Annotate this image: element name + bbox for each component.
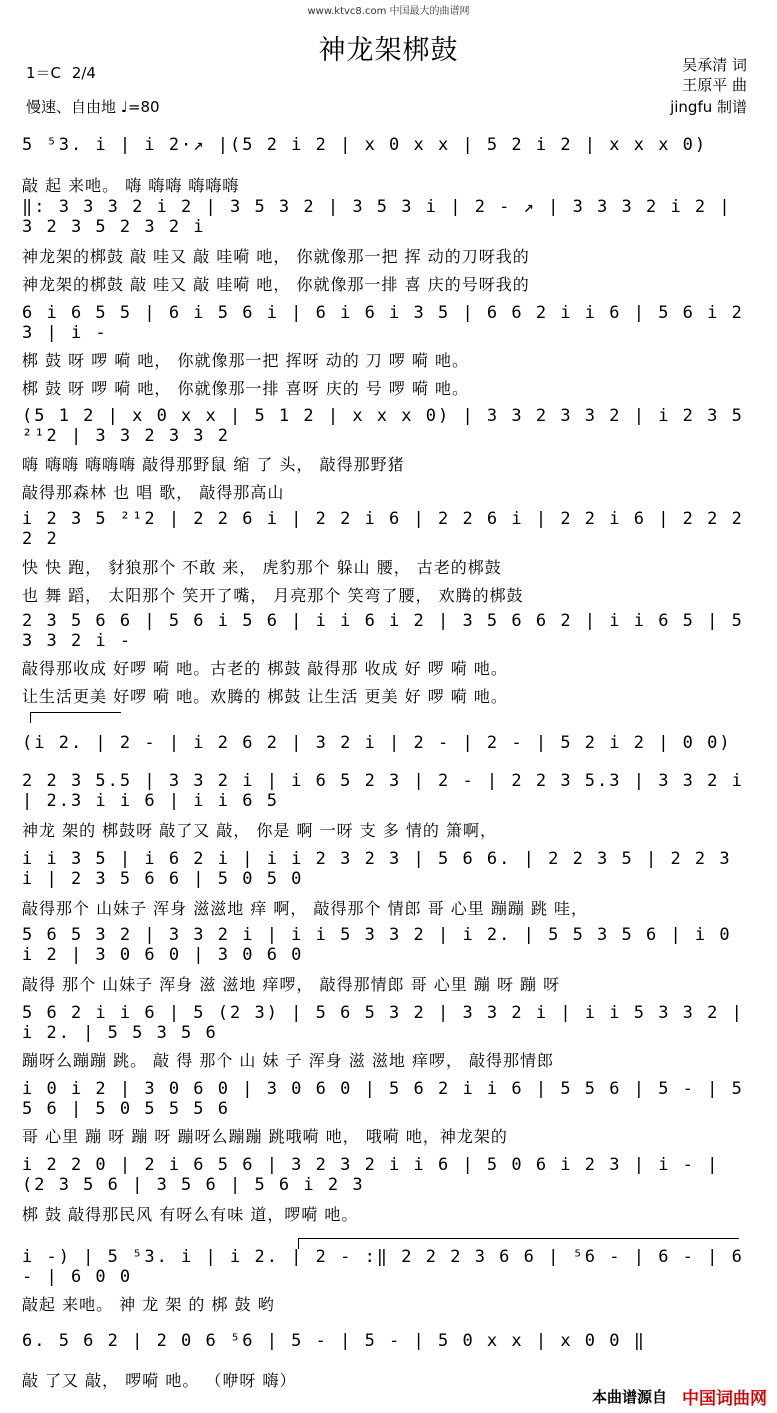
notation: i i 3 5 | i 6 2 i | i i 2 3 2 3 | 5 6 6. | 2 2 3 5 | 2 2 3 i | 2 3 5 6 6 | 5 0 5 0 [22, 849, 732, 889]
time-signature: 2/4 [71, 64, 96, 82]
lyric-line-1a: 敲 起 来吔。 嗨 嗨嗨 嗨嗨嗨 [22, 176, 240, 195]
score-line-13 [22, 1155, 752, 1195]
score-line-2 [22, 197, 752, 237]
lyric-line-5b: 也 舞 蹈， 太阳那个 笑开了嘴， 月亮那个 笑弯了腰， 欢腾的梆鼓 [22, 586, 524, 605]
lyric-line-4b: 敲得那森林 也 唱 歌， 敲得那高山 [22, 483, 285, 502]
score-line-3 [22, 303, 752, 343]
score-line-6 [22, 611, 752, 651]
notation: i 0 i 2 | 3 0 6 0 | 3 0 6 0 | 5 6 2 i i 6 | 5 5 6 | 5 - | 5 5 6 | 5 0 5 5 5 6 [22, 1079, 744, 1119]
site-url: www.ktvc8.com 中国最大的曲谱网 [307, 6, 470, 17]
lyric-line-4a: 嗨 嗨嗨 嗨嗨嗨 敲得那野鼠 缩 了 头， 敲得那野猪 [22, 455, 405, 474]
notation: 5 ⁵3. i | i 2·↗ |(5 2 i 2 | x 0 x x | 5 2 i 2 | x x x 0) [22, 135, 708, 155]
footer-source: 本曲谱源自 [591, 1388, 667, 1406]
notation: 6 i 6 5 5 | 6 i 5 6 i | 6 i 6 i 3 5 | 6 6 2 i i 6 | 5 6 i 2 3 | i - [22, 303, 744, 343]
key-label: 1＝C [26, 64, 62, 82]
notation: 2 3 5 6 6 | 5 6 i 5 6 | i i 6 i 2 | 3 5 6 6 2 | i i 6 5 | 5 3 3 2 i - [22, 611, 744, 651]
composer: 王原平 曲 [682, 76, 747, 94]
notation: ‖: 3 3 3 2 i 2 | 3 5 3 2 | 3 5 3 i | 2 - ↗ | 3 3 3 2 i 2 | 3 2 3 5 2 3 2 i [22, 197, 732, 237]
notation: i 2 2 0 | 2 i 6 5 6 | 3 2 3 2 i i 6 | 5 0 6 i 2 3 | i - | (2 3 5 6 | 3 5 6 | 5 6 i 2 3 [22, 1155, 720, 1195]
notation: 5 6 2 i i 6 | 5 (2 3) | 5 6 5 3 2 | 3 3 2 i | i i 5 3 3 2 | i 2. | 5 5 3 5 6 [22, 1003, 744, 1043]
lyric-line-5a: 快 快 跑， 豺狼那个 不敢 来， 虎豹那个 躲山 腰， 古老的梆鼓 [22, 558, 502, 577]
volta-bracket [30, 712, 121, 723]
score-line-11 [22, 1003, 752, 1043]
lyric-line-13a: 梆 鼓 敲得那民风 有呀么有味 道，啰嗬 吔。 [22, 1205, 359, 1224]
tempo-text: 慢速、自由地 [26, 98, 117, 116]
lyricist: 吴承清 词 [682, 56, 747, 74]
lyric-line-11a: 蹦呀么蹦蹦 跳。 敲 得 那个 山 妹 子 浑身 滋 滋地 痒啰， 敲得那情郎 [22, 1051, 555, 1070]
notation: (i 2. | 2 - | i 2 6 2 | 3 2 i | 2 - | 2 - | 5 2 i 2 | 0 0) [22, 733, 732, 753]
lyric-line-9a: 敲得那个 山妹子 浑身 滋滋地 痒 啊， 敲得那个 情郎 哥 心里 蹦蹦 跳 哇， [22, 899, 589, 918]
lyric-line-15a: 敲 了又 敲， 啰嗬 吔。 （咿呀 嗨） [22, 1371, 297, 1390]
lyric-line-3a: 梆 鼓 呀 啰 嗬 吔， 你就像那一把 挥呀 动的 刀 啰 嗬 吔。 [22, 351, 470, 370]
score-line-15 [22, 1328, 752, 1354]
score-line-8 [22, 771, 752, 811]
metronome-mark: ♩=80 [120, 98, 160, 116]
notation: i -) | 5 ⁵3. i | i 2. | 2 - :‖ 2 2 2 3 6 6 | ⁵6 - | 6 - | 6 - | 6 0 0 [22, 1247, 744, 1287]
notation: 6. 5 6 2 | 2 0 6 ⁵6 | 5 - | 5 - | 5 0 x x | x 0 0 ‖ [22, 1331, 646, 1351]
lyric-line-10a: 敲得 那个 山妹子 浑身 滋 滋地 痒啰， 敲得那情郎 哥 心里 蹦 呀 蹦 呀 [22, 975, 561, 994]
lyric-line-6b: 让生活更美 好啰 嗬 吔。欢腾的 梆鼓 让生活 更美 好 啰 嗬 吔。 [22, 687, 508, 706]
notation: (5 1 2 | x 0 x x | 5 1 2 | x x x 0) | 3 3 2 3 3 2 | i 2 3 5 ²¹2 | 3 3 2 3 3 2 [22, 406, 744, 446]
score-line-14 [22, 1247, 752, 1287]
score-line-9 [22, 849, 752, 889]
key-signature [26, 62, 96, 83]
score-line-10 [22, 925, 752, 965]
footer-brand-link[interactable]: 中国词曲网 [682, 1389, 767, 1409]
score-line-5 [22, 509, 752, 549]
score-line-1 [22, 132, 752, 158]
notation: 2 2 3 5.5 | 3 3 2 i | i 6 5 2 3 | 2 - | 2 2 3 5.3 | 3 3 2 i | 2.3 i i 6 | i i 6 5 [22, 771, 744, 811]
lyric-line-8a: 神龙 架的 梆鼓呀 敲了又 敲， 你是 啊 一呀 支 多 情的 箫啊， [22, 821, 497, 840]
score-line-12 [22, 1079, 752, 1119]
lyric-line-6a: 敲得那收成 好啰 嗬 吔。古老的 梆鼓 敲得那 收成 好 啰 嗬 吔。 [22, 659, 508, 678]
lyric-line-2a: 神龙架的梆鼓 敲 哇又 敲 哇嗬 吔， 你就像那一把 挥 动的刀呀我的 [22, 247, 530, 266]
lyric-line-2b: 神龙架的梆鼓 敲 哇又 敲 哇嗬 吔， 你就像那一排 喜 庆的号呀我的 [22, 275, 530, 294]
score-line-7 [22, 730, 752, 756]
score-line-4 [22, 406, 752, 446]
lyric-line-3b: 梆 鼓 呀 啰 嗬 吔， 你就像那一排 喜呀 庆的 号 啰 嗬 吔。 [22, 379, 470, 398]
notation: i 2 3 5 ²¹2 | 2 2 6 i | 2 2 i 6 | 2 2 6 i | 2 2 i 6 | 2 2 2 2 2 [22, 509, 744, 549]
notation: 5 6 5 3 2 | 3 3 2 i | i i 5 3 3 2 | i 2. | 5 5 3 5 6 | i 0 i 2 | 3 0 6 0 | 3 0 6 0 [22, 925, 732, 965]
page-title: 神龙架梆鼓 [318, 35, 459, 66]
lyric-line-12a: 哥 心里 蹦 呀 蹦 呀 蹦呀么蹦蹦 跳哦嗬 吔， 哦嗬 吔，神龙架的 [22, 1127, 508, 1146]
tempo [26, 96, 160, 117]
lyric-line-14a: 敲起 来吔。 神 龙 架 的 梆 鼓 哟 [22, 1295, 275, 1314]
arranger: jingfu 制谱 [670, 98, 747, 116]
